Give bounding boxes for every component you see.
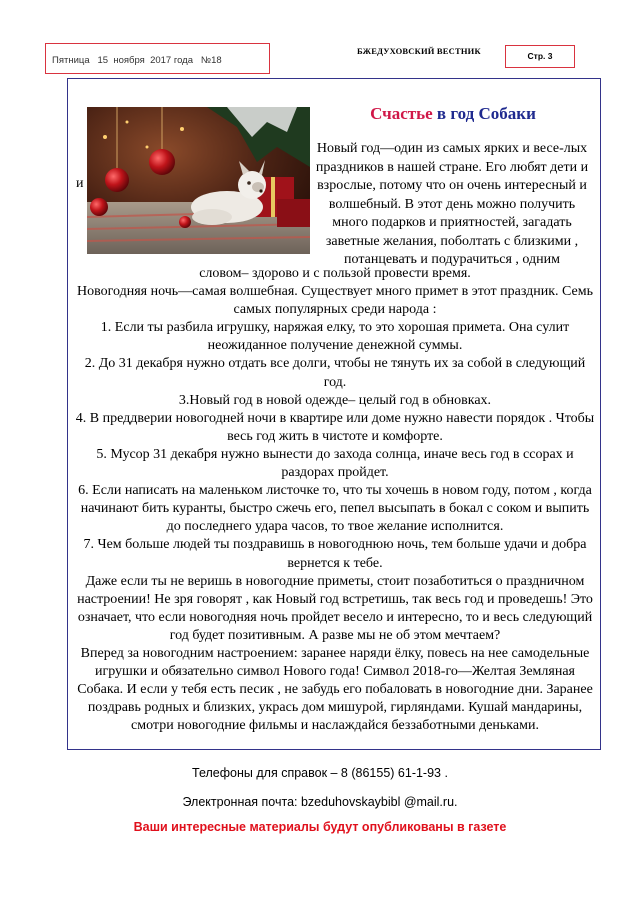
orphan-letter: и	[76, 176, 84, 191]
contact-phone: Телефоны для справок – 8 (86155) 61-1-93 .	[192, 766, 448, 780]
sign-item-3: 3.Новый год в новой одежде– целый год в обновках.	[178, 392, 492, 408]
title-rest: в год Собаки	[432, 104, 536, 123]
body-paragraph-signs-intro: Новогодняя ночь—самая волшебная. Существует много примет в этот праздник. Семь самых популярных среди народа :	[77, 284, 593, 318]
title-accent-word: Счастье	[370, 104, 433, 123]
intro-paragraph: Новый год—один из самых ярких и весе-лых праздников в нашей стране. Его любят дети и взрослые, потому что он очень интересный и волшебный. В этот день можно получить много подарков и приятностей, загадать заветные желания, поболтать с близкими , потанцевать и подурачиться , одним	[315, 141, 589, 267]
sign-item-5: 5. Мусор 31 декабря нужно вынести до захода солнца, иначе весь год в ссорах и раздорах пройдет.	[96, 446, 574, 481]
contact-email: Электронная почта: bzeduhovskaybibl @mail.ru.	[182, 795, 458, 809]
sign-item-6: 6. Если написать на маленьком листочке то, что ты хочешь в новом году, потом , когда начинают бить куранты, быстро сжечь его, пепел высыпать в бокал с соком и выпить до последнего удара часов, то твое желание исполнится.	[78, 483, 592, 535]
body-paragraph-mood: Даже если ты не веришь в новогодние приметы, стоит позаботиться о праздничном настроении! Не зря говорят , как Новый год встретишь, так весь год и проведешь! Это означает, что если новогодняя ночь пройдет весело и интересно, то и весь следующий год будет позитивным. А разве мы не об этом мечтаем?	[77, 573, 593, 643]
sign-item-7: 7. Чем больше людей ты поздравишь в новогоднюю ночь, тем больше удачи и добра вернется к тебе.	[83, 537, 587, 571]
sign-item-2: 2. До 31 декабря нужно отдать все долги, чтобы не тянуть их за собой в следующий год.	[84, 356, 586, 390]
page-number: Стр. 3	[505, 45, 575, 68]
submission-note: Ваши интересные материалы будут опубликованы в газете	[133, 820, 507, 834]
husky-christmas-illustration	[87, 107, 310, 254]
issue-date: Пятница 15 ноября 2017 года №18	[45, 43, 270, 74]
body-paragraph-advice: Вперед за новогодним настроением: заранее наряди ёлку, повесь на нее самодельные игрушки и обязательно символ Нового года! Символ 2018-го—Желтая Земляная Собака. И если у тебя есть песик , не забудь его побаловать в новогодние дни. Заранее поздравь родных и близких, укрась дом мишурой, гирляндами. Кушай мандарины, смотри новогодние фильмы и наслаждайся беззаботными деньками.	[77, 645, 593, 734]
sign-item-4: 4. В преддверии новогодней ночи в квартире или доме нужно навести порядок . Чтобы весь год жить в чистоте и комфорте.	[75, 410, 595, 444]
newspaper-name: БЖЕДУХОВСКИЙ ВЕСТНИК	[357, 46, 481, 56]
article-photo	[87, 107, 310, 254]
article-body	[72, 265, 598, 735]
article-title	[318, 104, 588, 124]
body-paragraph-continuation: словом– здорово и с пользой провести время.	[199, 266, 471, 281]
sign-item-1: 1. Если ты разбила игрушку, наряжая елку, то это хорошая примета. Она сулит неожиданное получение денежной суммы.	[100, 320, 570, 354]
